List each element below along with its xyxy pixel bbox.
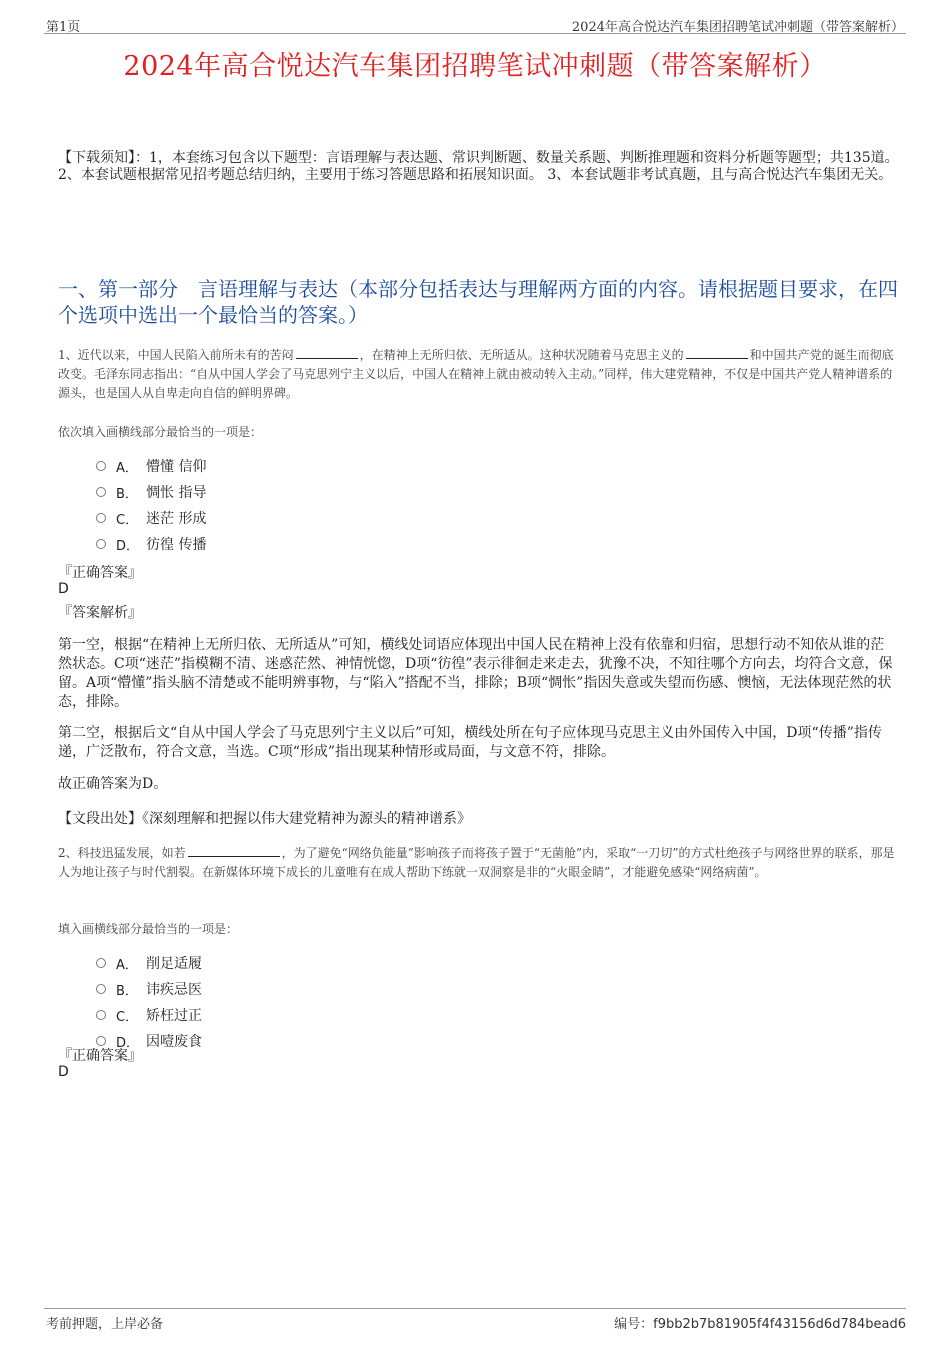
option-letter: B． [116, 983, 138, 999]
question-1-text-part: 1、近代以来，中国人民陷入前所未有的苦闷 [58, 348, 294, 362]
correct-answer-label: 『正确答案』 [58, 565, 142, 581]
option-letter: C． [116, 1009, 139, 1025]
source-citation: 【文段出处】《深刻理解和把握以伟大建党精神为源头的精神谱系》 [58, 811, 471, 827]
answer-blank [296, 346, 358, 359]
radio-button-icon[interactable] [96, 487, 106, 497]
option-b[interactable] [96, 976, 202, 1002]
correct-answer: D [58, 581, 69, 597]
footer-slogan: 考前押题，上岸必备 [46, 1317, 164, 1332]
section-title: 一、第一部分 言语理解与表达（本部分包括表达与理解两方面的内容。请根据题目要求，在四个选项中选出一个最恰当的答案。） [58, 277, 898, 327]
option-b[interactable] [96, 479, 206, 505]
option-text: 迷茫 形成 [146, 511, 207, 527]
option-c[interactable] [96, 1002, 202, 1028]
option-c[interactable] [96, 505, 206, 531]
analysis-paragraph: 第二空，根据后文“自从中国人学会了马克思列宁主义以后”可知，横线处所在句子应体现马克思主义由外国传入中国，D项“传播”指传递，广泛散布，符合文意，当选。C项“形成”指出现某种情形或局面，与文意不符，排除。 [58, 725, 882, 760]
correct-answer: D [58, 1064, 69, 1080]
question-2-text [58, 844, 900, 882]
question-1-text-part: 和中国共产党的诞生而彻底改变。毛泽东同志指出：“自从中国人学会了马克思列宁主义以后，中国人在精神上就由被动转入主动。”同样，伟大建党精神，不仅是中国共产党人精神谱系的源头，也是国人从自卑走向自信的鲜明界碑。 [58, 348, 894, 400]
question-1-options [96, 453, 206, 557]
option-a[interactable] [96, 453, 206, 479]
footer-code-label: 编号： [614, 1317, 654, 1332]
answer-blank [188, 844, 280, 857]
option-letter: A． [116, 460, 138, 476]
analysis-label: 『答案解析』 [58, 605, 142, 621]
download-notice: 【下载须知】：1，本套练习包含以下题型：言语理解与表达题、常识判断题、数量关系题、判断推理题和资料分析题等题型；共135道。 2、本套试题根据常见招考题总结归纳，主要用于练习答题思路和拓展知识面。 3、本套试题非考试真题，且与高合悦达汽车集团无关。 [58, 150, 899, 183]
question-2-text-part: 2、科技迅猛发展，如若 [58, 846, 186, 860]
option-letter: D． [116, 538, 140, 554]
footer-code [614, 1313, 906, 1332]
option-a[interactable] [96, 950, 202, 976]
option-letter: B． [116, 486, 138, 502]
option-letter: D． [116, 1035, 140, 1051]
footer-code-value: f9bb2b7b81905f4f43156d6d784bead6 [653, 1317, 906, 1332]
header-doc-title: 2024年高合悦达汽车集团招聘笔试冲刺题（带答案解析） [571, 20, 904, 35]
analysis-paragraph: 第一空，根据“在精神上无所归依、无所适从”可知，横线处词语应体现出中国人民在精神上没有依靠和归宿，思想行动不知依从谁的茫然状态。C项“迷茫”指模糊不清、迷惑茫然、神情恍惚，D项“彷徨”表示徘徊走来走去，犹豫不决，不知往哪个方向去，均符合文意，保留。A项“懵懂”指头脑不清楚或不能明辨事物，与“陷入”搭配不当，排除；B项“惆怅”指因失意或失望而伤感、懊恼，无法体现茫然的状态，排除。 [58, 637, 893, 710]
radio-button-icon[interactable] [96, 1010, 106, 1020]
header-page-number: 第1页 [46, 20, 81, 35]
footer-divider [44, 1308, 906, 1309]
question-1-text-part: ，在精神上无所归依、无所适从。这种状况随着马克思主义的 [359, 348, 684, 362]
option-text: 削足适履 [146, 956, 202, 972]
page-title: 2024年高合悦达汽车集团招聘笔试冲刺题（带答案解析） [123, 51, 827, 82]
radio-button-icon[interactable] [96, 984, 106, 994]
option-text: 讳疾忌医 [146, 982, 202, 998]
option-text: 因噎废食 [146, 1034, 202, 1050]
question-2-text-part: ，为了避免“网络负能量”影响孩子而将孩子置于“无菌舱”内，采取“一刀切”的方式杜绝孩子与网络世界的联系，那是人为地让孩子与时代割裂。在新媒体环境下成长的儿童唯有在成人帮助下练就一双洞察是非的“火眼金睛”，才能避免感染“网络病菌”。 [58, 846, 895, 879]
option-text: 彷徨 传播 [146, 537, 207, 553]
radio-button-icon[interactable] [96, 513, 106, 523]
option-text: 懵懂 信仰 [146, 459, 207, 475]
correct-answer-label: 『正确答案』 [58, 1048, 142, 1064]
question-1-text [58, 346, 900, 403]
option-letter: A． [116, 957, 138, 973]
question-1-prompt: 依次填入画横线部分最恰当的一项是： [58, 425, 263, 439]
question-2-prompt: 填入画横线部分最恰当的一项是： [58, 922, 239, 936]
option-text: 惆怅 指导 [146, 485, 207, 501]
analysis-conclusion: 故正确答案为D。 [58, 776, 168, 792]
radio-button-icon[interactable] [96, 958, 106, 968]
option-letter: C． [116, 512, 139, 528]
answer-blank [686, 346, 748, 359]
question-2-options [96, 950, 202, 1054]
option-d[interactable] [96, 531, 206, 557]
option-text: 矫枉过正 [146, 1008, 202, 1024]
header-divider [44, 33, 906, 34]
radio-button-icon[interactable] [96, 539, 106, 549]
radio-button-icon[interactable] [96, 461, 106, 471]
